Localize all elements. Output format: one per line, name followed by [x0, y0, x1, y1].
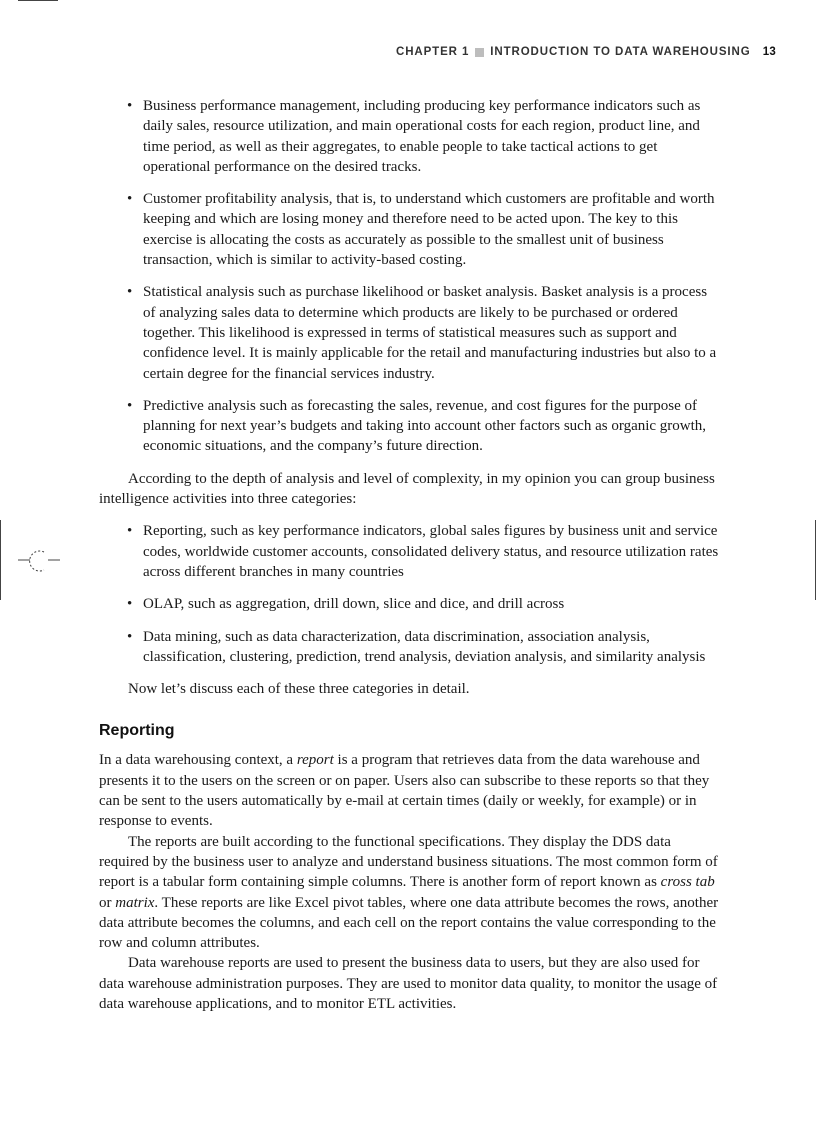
crop-mark-top: [18, 0, 58, 1]
bi-uses-list: [99, 96, 719, 457]
bi-categories-list: [99, 521, 719, 667]
chapter-title: INTRODUCTION TO DATA WAREHOUSING: [490, 46, 751, 58]
margin-rule-left: [0, 520, 1, 600]
page-body: [99, 96, 719, 1014]
list-item: • Business performance management, including producing key performance indicators such as daily sales, resource utilization, and main operational costs for each region, product line, and time period, as well as their aggregates, to enable people to take tactical actions to get operational performance on the desired tracks.: [99, 96, 719, 177]
running-header: [396, 44, 776, 60]
paragraph-report-forms: The reports are built according to the functional specifications. They display the DDS data required by the business user to analyze and understand business situations. The most common form of report is a tabular form containing simple columns. There is another form of report known as cross tab or matrix. These reports are like Excel pivot tables, where one data attribute becomes the rows, another data attribute becomes the columns, and each cell on the report contains the value corresponding to the row and column attributes.: [99, 833, 719, 952]
list-item: • Statistical analysis such as purchase likelihood or basket analysis. Basket analysis is a process of analyzing sales data to determine which products are likely to be purchased or ordered together. This likelihood is expressed in terms of statistical measures such as support and confidence level. It is mainly applicable for the retail and manufacturing industries but also to a certain degree for the financial services industry.: [99, 282, 719, 383]
list-item: • Customer profitability analysis, that is, to understand which customers are profitable and worth keeping and which are losing money and therefore need to be acted upon. The key to this exercise is allocating the costs as accurately as possible to the smallest unit of business transaction, which is similar to activity-based costing.: [99, 189, 719, 270]
list-item: • Data mining, such as data characterization, data discrimination, association analysis, classification, clustering, prediction, trend analysis, deviation analysis, and similarity analysis: [99, 627, 719, 668]
list-item: • Predictive analysis such as forecasting the sales, revenue, and cost figures for the purpose of planning for next year’s budgets and taking into account other factors such as organic growth, economic situations, and the company’s future direction.: [99, 396, 719, 457]
paragraph-report-definition: In a data warehousing context, a report is a program that retrieves data from the data warehouse and presents it to the users on the screen or on paper. Users also can subscribe to these reports so that they can be sent to the users automatically by e-mail at certain times (daily or weekly, for example) or in response to events.: [99, 752, 710, 830]
paragraph-report-uses: Data warehouse reports are used to present the business data to users, but they are also used for data warehouse administration purposes. They are used to monitor data quality, to monitor the usage of data warehouse applications, and to monitor ETL activities.: [99, 955, 718, 1012]
section-heading-reporting: Reporting: [99, 722, 175, 740]
registration-mark-icon: [18, 549, 60, 577]
term-matrix: matrix: [115, 894, 155, 911]
paragraph-categories: According to the depth of analysis and level of complexity, in my opinion you can group business intelligence activities into three categories:: [99, 470, 715, 508]
page-number: 13: [762, 46, 776, 58]
term-report: report: [296, 752, 334, 769]
chapter-label: CHAPTER 1: [396, 46, 470, 58]
list-item: • OLAP, such as aggregation, drill down, slice and dice, and drill across: [99, 594, 719, 614]
list-item: • Reporting, such as key performance indicators, global sales figures by business unit and service codes, worldwide customer accounts, consolidated delivery status, and resource utilization rates across different branches in many countries: [99, 521, 719, 582]
separator-square-icon: [475, 48, 484, 57]
paragraph-discuss: Now let’s discuss each of these three categories in detail.: [128, 681, 470, 698]
term-cross-tab: cross tab: [660, 874, 715, 891]
